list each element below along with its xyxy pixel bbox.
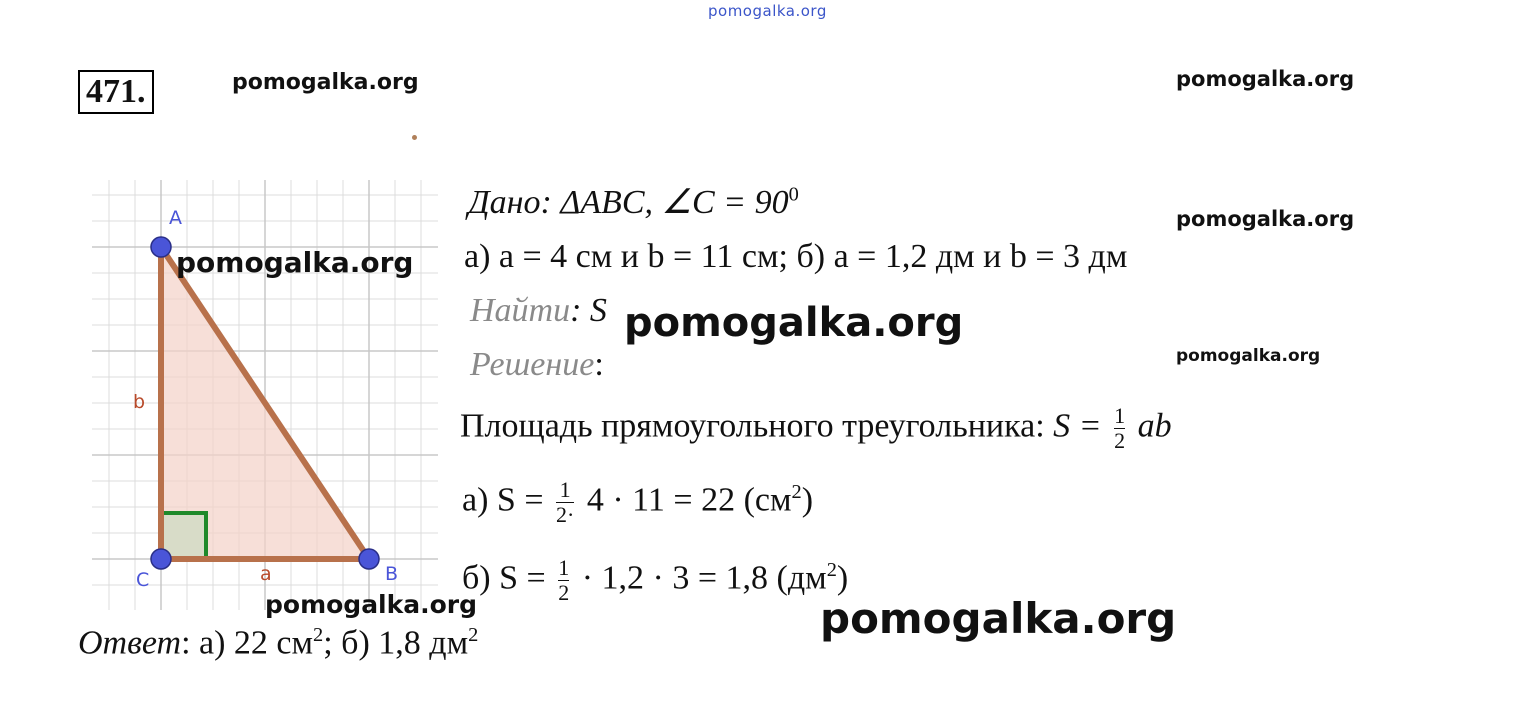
vertex-c-point	[151, 549, 171, 569]
formula-fraction	[1114, 404, 1125, 453]
given-label: Дано	[468, 184, 541, 221]
solution-colon: :	[594, 346, 604, 383]
conditions-line: а) a = 4 см и b = 11 см; б) a = 1,2 дм и b = 3 дм	[464, 238, 1128, 275]
fraction-numerator: 1	[558, 555, 570, 580]
answer-text-1: : а) 22 см	[181, 624, 314, 662]
answer-sup-1: 2	[313, 624, 324, 646]
vertex-a-point	[151, 237, 171, 257]
formula-line	[460, 404, 1172, 453]
vertex-b-point	[359, 549, 379, 569]
watermark: pomogalka.org	[820, 594, 1177, 643]
side-b-label: b	[133, 391, 146, 413]
fraction-numerator: 1	[1114, 403, 1126, 428]
watermark: pomogalka.org	[1176, 67, 1355, 91]
solution-label: Решение	[470, 346, 595, 383]
calc-a-prefix: а) S =	[462, 481, 544, 519]
calc-b-prefix: б) S =	[462, 559, 546, 597]
solution-line	[470, 346, 604, 384]
vertex-c-label: C	[136, 569, 150, 591]
side-a-label: a	[260, 563, 272, 585]
answer-line	[78, 624, 478, 662]
fraction-denominator: 2	[558, 580, 570, 605]
given-line	[468, 182, 799, 222]
calc-b-sup: 2	[826, 558, 837, 581]
watermark-top: pomogalka.org	[708, 2, 827, 20]
answer-text-2: ; б) 1,8 дм	[323, 624, 469, 662]
answer-label: Ответ	[78, 624, 182, 662]
vertex-b-label: B	[385, 563, 399, 585]
watermark: pomogalka.org	[624, 300, 964, 346]
triangle-figure	[92, 180, 438, 610]
given-text: : ΔABC, ∠C = 90	[540, 184, 789, 221]
watermark: pomogalka.org	[1176, 207, 1355, 231]
watermark: pomogalka.org	[1176, 346, 1321, 366]
answer-sup-2: 2	[468, 624, 479, 646]
fraction-denominator: 2·	[556, 502, 575, 527]
calc-a-sup: 2	[791, 480, 802, 503]
find-line	[470, 292, 607, 330]
calc-b-rest: · 1,2 · 3 = 1,8 (дм	[581, 559, 827, 597]
fraction-numerator: 1	[559, 477, 571, 502]
formula-text: Площадь прямоугольного треугольника:	[460, 407, 1045, 445]
given-degree: 0	[788, 183, 799, 206]
calc-a-rest: 4 · 11 = 22 (см	[586, 481, 792, 519]
find-text: : S	[570, 292, 607, 329]
calc-b-line	[462, 556, 848, 605]
vertex-a-label: A	[169, 207, 182, 229]
calc-b-end: )	[836, 559, 849, 597]
fraction-denominator: 2	[1114, 428, 1126, 453]
watermark: pomogalka.org	[232, 70, 419, 95]
formula-lhs: S =	[1053, 407, 1102, 445]
calc-a-fraction	[556, 478, 574, 527]
watermark: pomogalka.org	[265, 590, 478, 619]
calc-a-end: )	[801, 481, 814, 519]
calc-a-line	[462, 478, 813, 527]
watermark: pomogalka.org	[176, 246, 414, 279]
dot-mark	[412, 135, 417, 140]
calc-b-fraction	[558, 556, 569, 605]
problem-number: 471.	[78, 70, 154, 114]
find-label: Найти	[470, 292, 571, 329]
formula-rhs: ab	[1137, 407, 1172, 445]
